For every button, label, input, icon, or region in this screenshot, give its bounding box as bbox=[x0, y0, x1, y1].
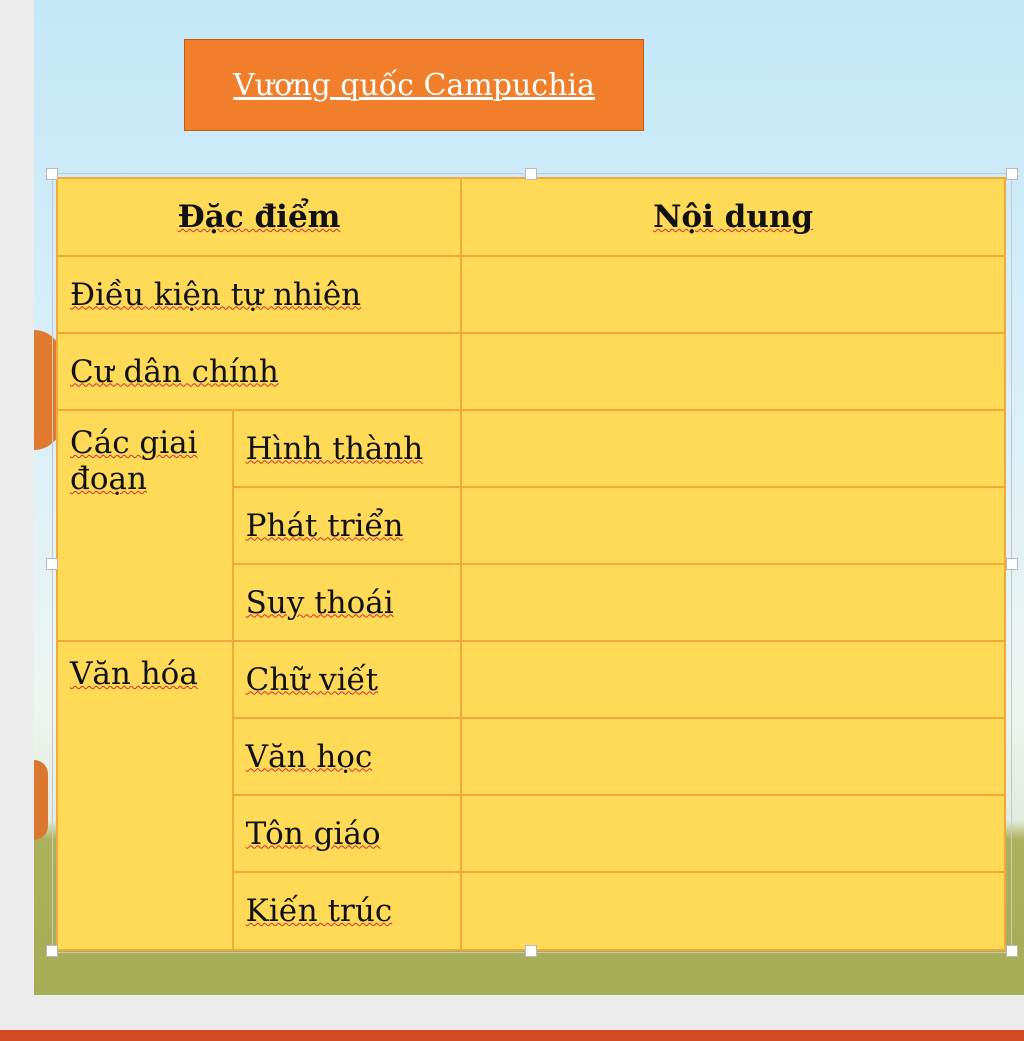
header-feature[interactable]: Đặc điểm bbox=[57, 178, 461, 256]
sub-label-decline[interactable]: Suy thoái bbox=[233, 564, 462, 641]
decorative-shape bbox=[34, 760, 48, 840]
resize-handle-right[interactable] bbox=[1006, 558, 1018, 570]
row-label-culture[interactable]: Văn hóa bbox=[57, 641, 233, 950]
table-row bbox=[57, 641, 1005, 718]
resize-handle-top-right[interactable] bbox=[1006, 168, 1018, 180]
bottom-accent-bar bbox=[0, 1030, 1024, 1041]
resize-handle-top-left[interactable] bbox=[46, 168, 58, 180]
cell-content[interactable] bbox=[461, 718, 1005, 795]
sub-label-development[interactable]: Phát triển bbox=[233, 487, 462, 564]
row-label-stages[interactable]: Các giai đoạn bbox=[57, 410, 233, 641]
cell-content[interactable] bbox=[461, 564, 1005, 641]
sub-label-literature[interactable]: Văn học bbox=[233, 718, 462, 795]
cell-content[interactable] bbox=[461, 333, 1005, 410]
resize-handle-bottom[interactable] bbox=[525, 945, 537, 957]
cell-content[interactable] bbox=[461, 410, 1005, 487]
sub-label-formation[interactable]: Hình thành bbox=[233, 410, 462, 487]
table-row bbox=[57, 410, 1005, 487]
cell-content[interactable] bbox=[461, 872, 1005, 950]
cell-content[interactable] bbox=[461, 795, 1005, 872]
resize-handle-bottom-right[interactable] bbox=[1006, 945, 1018, 957]
table-row bbox=[57, 333, 1005, 410]
sub-label-religion[interactable]: Tôn giáo bbox=[233, 795, 462, 872]
cell-content[interactable] bbox=[461, 487, 1005, 564]
table-row bbox=[57, 256, 1005, 333]
table-header-row bbox=[57, 178, 1005, 256]
sub-label-architecture[interactable]: Kiến trúc bbox=[233, 872, 462, 950]
row-label-natural[interactable]: Điều kiện tự nhiên bbox=[57, 256, 461, 333]
sub-label-writing[interactable]: Chữ viết bbox=[233, 641, 462, 718]
slide-title: Vương quốc Campuchia bbox=[233, 67, 595, 103]
resize-handle-bottom-left[interactable] bbox=[46, 945, 58, 957]
resize-handle-top[interactable] bbox=[525, 168, 537, 180]
title-box[interactable] bbox=[184, 39, 644, 131]
cell-content[interactable] bbox=[461, 256, 1005, 333]
content-table[interactable] bbox=[56, 177, 1006, 951]
row-label-residents[interactable]: Cư dân chính bbox=[57, 333, 461, 410]
cell-content[interactable] bbox=[461, 641, 1005, 718]
resize-handle-left[interactable] bbox=[46, 558, 58, 570]
header-content[interactable]: Nội dung bbox=[461, 178, 1005, 256]
